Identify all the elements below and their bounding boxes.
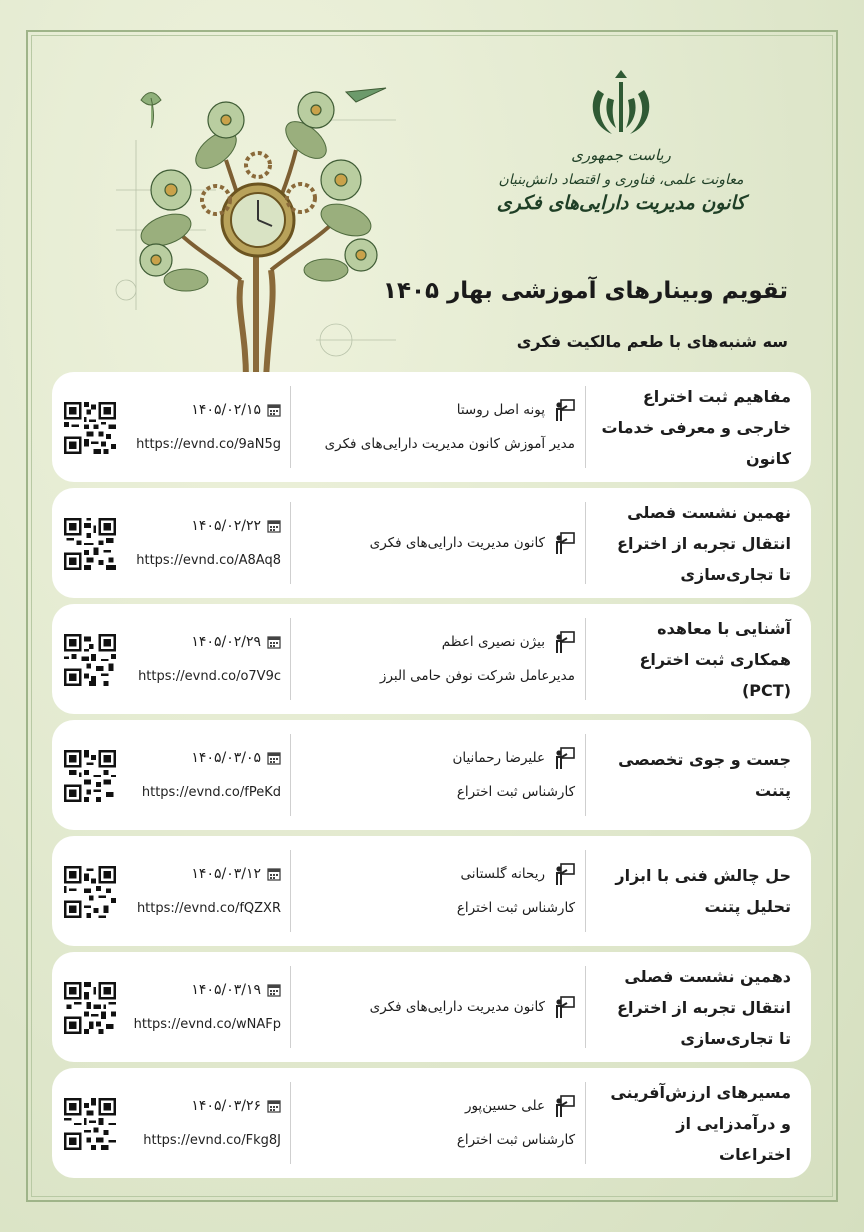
calendar-icon (267, 983, 281, 997)
gear-tree-illustration (96, 80, 432, 380)
qr-code-icon[interactable] (64, 402, 116, 454)
event-speaker: کانون مدیریت دارایی‌های فکری (369, 999, 545, 1015)
event-speaker-block (295, 488, 575, 598)
iran-emblem-icon (586, 68, 656, 140)
event-speaker-block (295, 952, 575, 1062)
presenter-icon (553, 746, 575, 770)
qr-code-icon[interactable] (64, 1098, 116, 1150)
event-role: کارشناس ثبت اختراع (456, 784, 575, 800)
divider (585, 386, 586, 468)
event-card (52, 604, 811, 714)
event-speaker: کانون مدیریت دارایی‌های فکری (369, 535, 545, 551)
event-card (52, 372, 811, 482)
divider (585, 618, 586, 700)
calendar-icon (267, 867, 281, 881)
calendar-icon (267, 635, 281, 649)
event-link[interactable]: https://evnd.co/o7V9c (138, 668, 281, 684)
event-title: مفاهیم ثبت اختراع خارجی و معرفی خدمات کانون (601, 386, 791, 468)
calendar-icon (267, 403, 281, 417)
event-date-block (125, 1068, 281, 1178)
event-date-block (125, 836, 281, 946)
event-title: نهمین نشست فصلی انتقال تجربه از اختراع تا تجاری‌سازی (617, 502, 791, 584)
event-title: مسیرهای ارزش‌آفرینی و درآمدزایی از اختراعات (610, 1082, 791, 1164)
event-date: ۱۴۰۵/۰۳/۲۶ (191, 1098, 261, 1114)
divider (585, 734, 586, 816)
calendar-icon (267, 1099, 281, 1113)
event-speaker-block (295, 720, 575, 830)
event-speaker-block (295, 372, 575, 482)
divider (290, 966, 291, 1048)
event-link[interactable]: https://evnd.co/fQZXR (136, 900, 281, 916)
event-date-block (125, 604, 281, 714)
event-role: کارشناس ثبت اختراع (456, 1132, 575, 1148)
presenter-icon (553, 398, 575, 422)
qr-code-icon[interactable] (64, 634, 116, 686)
divider (290, 850, 291, 932)
event-role: کارشناس ثبت اختراع (456, 900, 575, 916)
event-speaker: بیژن نصیری اعظم (441, 634, 545, 650)
event-date: ۱۴۰۵/۰۲/۲۲ (191, 518, 261, 534)
presenter-icon (553, 862, 575, 886)
qr-code-icon[interactable] (64, 750, 116, 802)
divider (290, 618, 291, 700)
event-role: مدیرعامل شرکت نوفن حامی البرز (379, 668, 575, 684)
event-link[interactable]: https://evnd.co/fPeKd (141, 784, 281, 800)
presenter-icon (553, 630, 575, 654)
divider (290, 734, 291, 816)
event-card (52, 952, 811, 1062)
qr-code-icon[interactable] (64, 518, 116, 570)
event-title: جست و جوی تخصصی پتنت (618, 750, 791, 800)
event-link[interactable]: https://evnd.co/Fkg8J (143, 1132, 281, 1148)
qr-code-icon[interactable] (64, 982, 116, 1034)
event-speaker: علیرضا رحمانیان (452, 750, 545, 766)
event-card (52, 488, 811, 598)
organization-header (456, 68, 786, 214)
header-line-1: ریاست جمهوری (571, 146, 671, 164)
event-list (52, 372, 811, 1184)
header-line-2: معاونت علمی، فناوری و اقتصاد دانش‌بنیان (498, 172, 744, 188)
divider (585, 502, 586, 584)
divider (290, 386, 291, 468)
event-speaker-block (295, 1068, 575, 1178)
event-date-block (125, 372, 281, 482)
event-link[interactable]: https://evnd.co/wNAFp (133, 1016, 281, 1032)
event-date: ۱۴۰۵/۰۳/۱۲ (191, 866, 261, 882)
event-date-block (125, 952, 281, 1062)
divider (585, 966, 586, 1048)
divider (585, 850, 586, 932)
qr-code-icon[interactable] (64, 866, 116, 918)
header-line-3: کانون مدیریت دارایی‌های فکری (496, 192, 746, 214)
event-date-block (125, 720, 281, 830)
page-subtitle: سه شنبه‌های با طعم مالکیت فکری (516, 332, 788, 351)
event-speaker: پونه اصل روستا (456, 402, 545, 418)
divider (290, 502, 291, 584)
presenter-icon (553, 531, 575, 555)
event-speaker: علی حسین‌پور (464, 1098, 545, 1114)
event-date-block (125, 488, 281, 598)
event-card (52, 720, 811, 830)
event-speaker: ریحانه گلستانی (460, 866, 545, 882)
event-card (52, 1068, 811, 1178)
event-link[interactable]: https://evnd.co/9aN5g (136, 436, 281, 452)
event-card (52, 836, 811, 946)
divider (290, 1082, 291, 1164)
calendar-icon (267, 751, 281, 765)
event-title: دهمین نشست فصلی انتقال تجربه از اختراع تا تجاری‌سازی (617, 966, 791, 1048)
event-speaker-block (295, 604, 575, 714)
event-date: ۱۴۰۵/۰۳/۰۵ (191, 750, 261, 766)
divider (585, 1082, 586, 1164)
event-date: ۱۴۰۵/۰۳/۱۹ (191, 982, 261, 998)
event-speaker-block (295, 836, 575, 946)
presenter-icon (553, 1094, 575, 1118)
event-role: مدیر آموزش کانون مدیریت دارایی‌های فکری (324, 436, 575, 452)
event-title: آشنایی با معاهده همکاری ثبت اختراع (PCT) (639, 618, 791, 700)
event-date: ۱۴۰۵/۰۲/۱۵ (191, 402, 261, 418)
calendar-icon (267, 519, 281, 533)
event-date: ۱۴۰۵/۰۲/۲۹ (191, 634, 261, 650)
event-link[interactable]: https://evnd.co/A8Aq8 (136, 552, 281, 568)
presenter-icon (553, 995, 575, 1019)
event-title: حل چالش فنی با ابزار تحلیل پتنت (615, 866, 791, 916)
page-title: تقویم وبینارهای آموزشی بهار ۱۴۰۵ (382, 278, 788, 304)
